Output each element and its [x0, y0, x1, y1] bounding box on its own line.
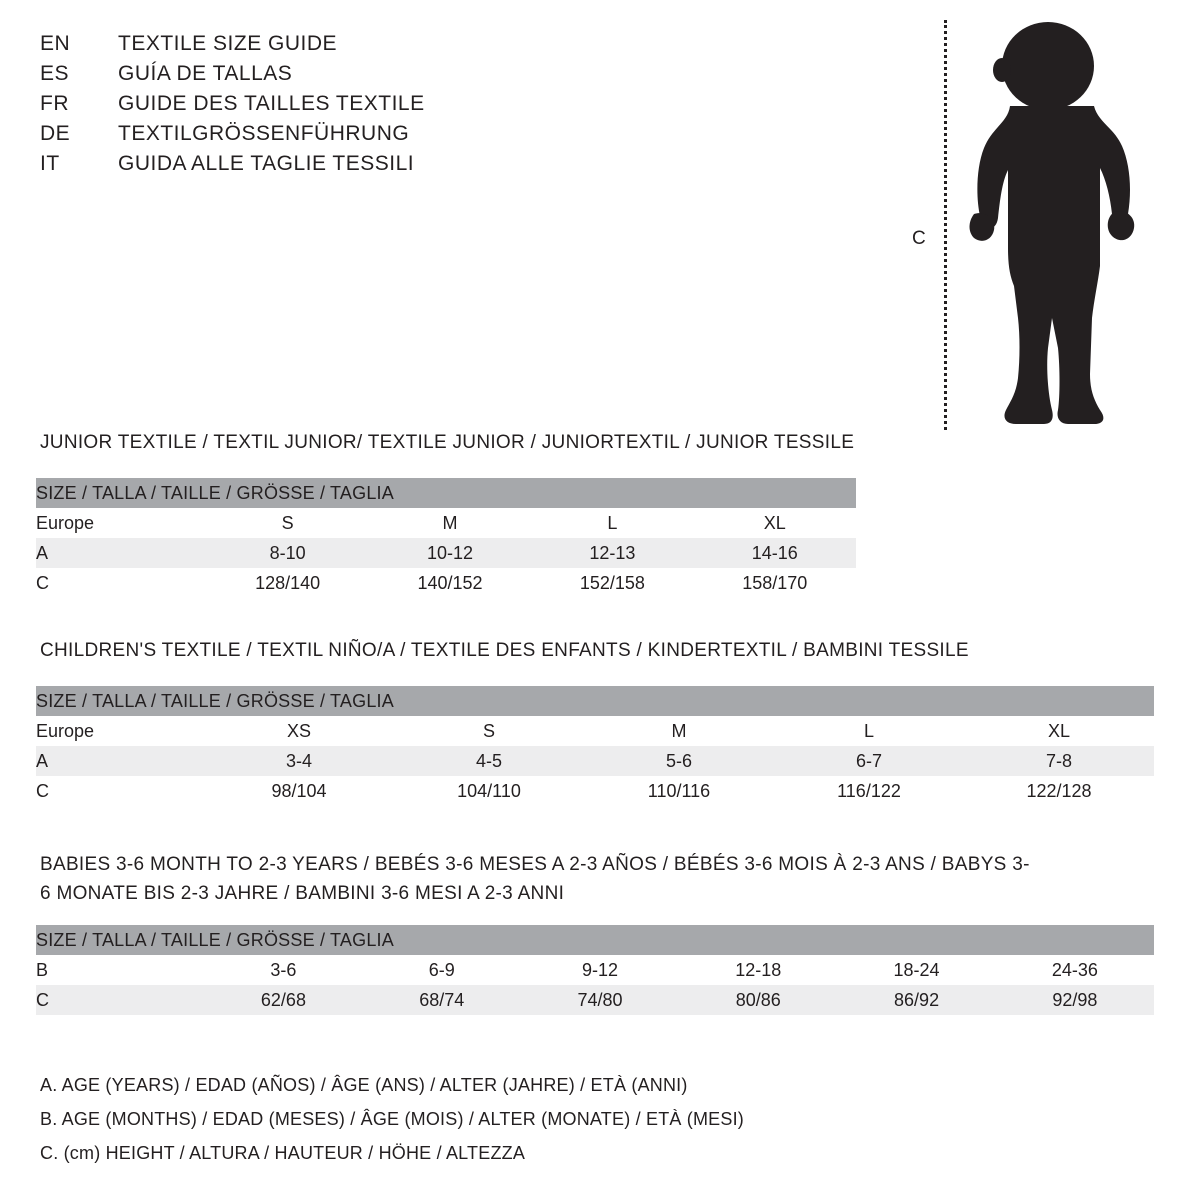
table-row	[36, 955, 1154, 985]
cell-value: 24-36	[996, 955, 1154, 985]
language-title-list	[40, 32, 660, 182]
table-row	[36, 985, 1154, 1015]
cell-value: 110/116	[584, 776, 774, 806]
cell-value: 12-13	[531, 538, 693, 568]
cell-value: 4-5	[394, 746, 584, 776]
language-title: GUÍA DE TALLAS	[118, 62, 293, 85]
cell-value: 9-12	[521, 955, 679, 985]
language-code: ES	[40, 62, 70, 85]
cell-value: 152/158	[531, 568, 693, 598]
cell-value: M	[369, 508, 531, 538]
cell-value: L	[774, 716, 964, 746]
language-code: EN	[40, 32, 71, 55]
cell-value: XL	[964, 716, 1154, 746]
measure-label-c: C	[912, 228, 926, 249]
row-label: Europe	[36, 508, 206, 538]
cell-value: 6-7	[774, 746, 964, 776]
table-row	[36, 776, 1154, 806]
cell-value: XS	[204, 716, 394, 746]
cell-value: 18-24	[837, 955, 995, 985]
cell-value: 140/152	[369, 568, 531, 598]
row-label: C	[36, 568, 206, 598]
cell-value: 12-18	[679, 955, 837, 985]
table-header-label: SIZE / TALLA / TAILLE / GRÖSSE / TAGLIA	[36, 925, 1154, 955]
row-label: B	[36, 955, 204, 985]
language-code: IT	[40, 152, 60, 175]
language-title: TEXTILGRÖSSENFÜHRUNG	[118, 122, 410, 145]
language-row	[40, 32, 660, 62]
cell-value: 74/80	[521, 985, 679, 1015]
row-label: C	[36, 776, 204, 806]
cell-value: 98/104	[204, 776, 394, 806]
cell-value: 6-9	[363, 955, 521, 985]
section-title-babies: BABIES 3-6 MONTH TO 2-3 YEARS / BEBÉS 3-6 MESES A 2-3 AÑOS / BÉBÉS 3-6 MOIS À 2-3 ANS / BABYS 3-6 MONATE BIS 2-3 JAHRE / BAMBINI 3-6 MESI A 2-3 ANNI	[40, 854, 1030, 904]
row-label: Europe	[36, 716, 204, 746]
cell-value: M	[584, 716, 774, 746]
table-row	[36, 716, 1154, 746]
footnote-b: B. AGE (MONTHS) / EDAD (MESES) / ÂGE (MOIS) / ALTER (MONATE) / ETÀ (MESI)	[40, 1109, 744, 1129]
table-header-label: SIZE / TALLA / TAILLE / GRÖSSE / TAGLIA	[36, 478, 856, 508]
footnote-c: C. (cm) HEIGHT / ALTURA / HAUTEUR / HÖHE / ALTEZZA	[40, 1143, 526, 1163]
cell-value: S	[394, 716, 584, 746]
cell-value: 62/68	[204, 985, 362, 1015]
table-header-label: SIZE / TALLA / TAILLE / GRÖSSE / TAGLIA	[36, 686, 1154, 716]
table-header-row	[36, 478, 856, 508]
table-header-row	[36, 925, 1154, 955]
footnote-list	[40, 1068, 1140, 1170]
cell-value: 3-4	[204, 746, 394, 776]
cell-value: 68/74	[363, 985, 521, 1015]
cell-value: 8-10	[206, 538, 368, 568]
table-header-row	[36, 686, 1154, 716]
footnote-a: A. AGE (YEARS) / EDAD (AÑOS) / ÂGE (ANS) / ALTER (JAHRE) / ETÀ (ANNI)	[40, 1075, 688, 1095]
language-title: GUIDA ALLE TAGLIE TESSILI	[118, 152, 415, 175]
cell-value: 3-6	[204, 955, 362, 985]
cell-value: 92/98	[996, 985, 1154, 1015]
cell-value: S	[206, 508, 368, 538]
language-title: TEXTILE SIZE GUIDE	[118, 32, 338, 55]
row-label: A	[36, 746, 204, 776]
cell-value: 128/140	[206, 568, 368, 598]
cell-value: 7-8	[964, 746, 1154, 776]
junior-size-table	[36, 478, 856, 598]
table-row	[36, 538, 856, 568]
cell-value: XL	[694, 508, 856, 538]
cell-value: 10-12	[369, 538, 531, 568]
cell-value: L	[531, 508, 693, 538]
cell-value: 122/128	[964, 776, 1154, 806]
cell-value: 5-6	[584, 746, 774, 776]
language-code: DE	[40, 122, 71, 145]
cell-value: 158/170	[694, 568, 856, 598]
language-row	[40, 122, 660, 152]
table-row	[36, 508, 856, 538]
language-code: FR	[40, 92, 69, 115]
height-dashed-line	[944, 20, 947, 430]
cell-value: 104/110	[394, 776, 584, 806]
language-row	[40, 92, 660, 122]
table-row	[36, 568, 856, 598]
language-row	[40, 152, 660, 182]
height-measure-figure	[900, 10, 1160, 430]
language-title: GUIDE DES TAILLES TEXTILE	[118, 92, 425, 115]
cell-value: 116/122	[774, 776, 964, 806]
cell-value: 14-16	[694, 538, 856, 568]
cell-value: 86/92	[837, 985, 995, 1015]
table-row	[36, 746, 1154, 776]
children-size-table	[36, 686, 1154, 806]
babies-size-table	[36, 925, 1154, 1015]
cell-value: 80/86	[679, 985, 837, 1015]
section-title-junior: JUNIOR TEXTILE / TEXTIL JUNIOR/ TEXTILE JUNIOR / JUNIORTEXTIL / JUNIOR TESSILE	[40, 432, 855, 453]
row-label: A	[36, 538, 206, 568]
row-label: C	[36, 985, 204, 1015]
language-row	[40, 62, 660, 92]
section-title-children: CHILDREN'S TEXTILE / TEXTIL NIÑO/A / TEXTILE DES ENFANTS / KINDERTEXTIL / BAMBINI TESSILE	[40, 640, 969, 661]
child-silhouette-icon	[948, 18, 1148, 433]
